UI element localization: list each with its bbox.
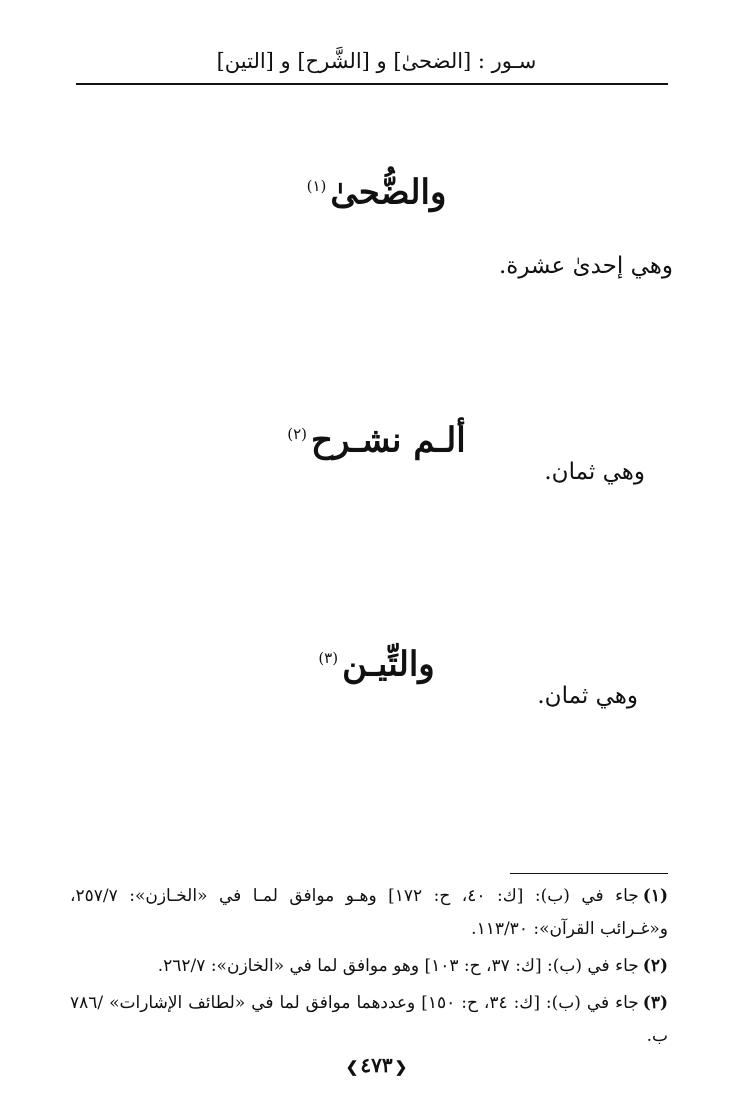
footnote-text: جاء في (ب): [ك: ٣٤، ح: ١٥٠] وعددهما موافق لما في «لطائف الإشارات» /٧٨٦ ب. (70, 993, 668, 1046)
footnote-ref: (١) (306, 177, 327, 195)
verse-count-sharh: وهي ثمان. (544, 459, 645, 485)
surah-title-text: ألـم نشـرح (311, 420, 466, 461)
running-header: سـور : [الضحىٰ] و [الشَّرح] و [التين] (216, 49, 537, 73)
surah-title-text: والضُّحىٰ (330, 172, 447, 213)
surah-title-sharh (0, 412, 753, 462)
ornament-right-icon: ❯ (394, 1058, 408, 1076)
footnote-ref: (٣) (318, 649, 339, 667)
footnote-number: (١) (642, 886, 668, 906)
footnote-2 (70, 950, 668, 983)
verse-count-tin: وهي ثمان. (537, 683, 638, 709)
footnote-3 (70, 987, 668, 1053)
footnote-ref: (٢) (287, 425, 308, 443)
page-number (0, 1052, 753, 1080)
footnote-number: (٣) (642, 993, 669, 1013)
footnote-text: جاء في (ب): [ك: ٤٠، ح: ١٧٢] وهـو موافق لمـا في «الخـازن»: ٢٥٧/٧، و«غـرائب القرآن»: ١١٣/٣٠. (70, 886, 668, 939)
surah-title-duha (0, 164, 753, 214)
footnote-text: جاء في (ب): [ك: ٣٧، ح: ١٠٣] وهو موافق لما في «الخازن»: ٢٦٢/٧. (157, 956, 639, 976)
verse-count-duha: وهي إحدىٰ عشرة. (498, 253, 673, 279)
footnote-1 (70, 880, 668, 946)
footnote-divider (510, 873, 668, 874)
footnotes (70, 880, 668, 1057)
surah-title-tin (0, 636, 753, 686)
page-number-text: ٤٧٣ (360, 1053, 393, 1077)
surah-title-text: والتِّيـن (342, 644, 435, 685)
footnote-number: (٢) (642, 956, 668, 976)
ornament-left-icon: ❮ (345, 1058, 359, 1076)
header-divider (76, 83, 668, 85)
